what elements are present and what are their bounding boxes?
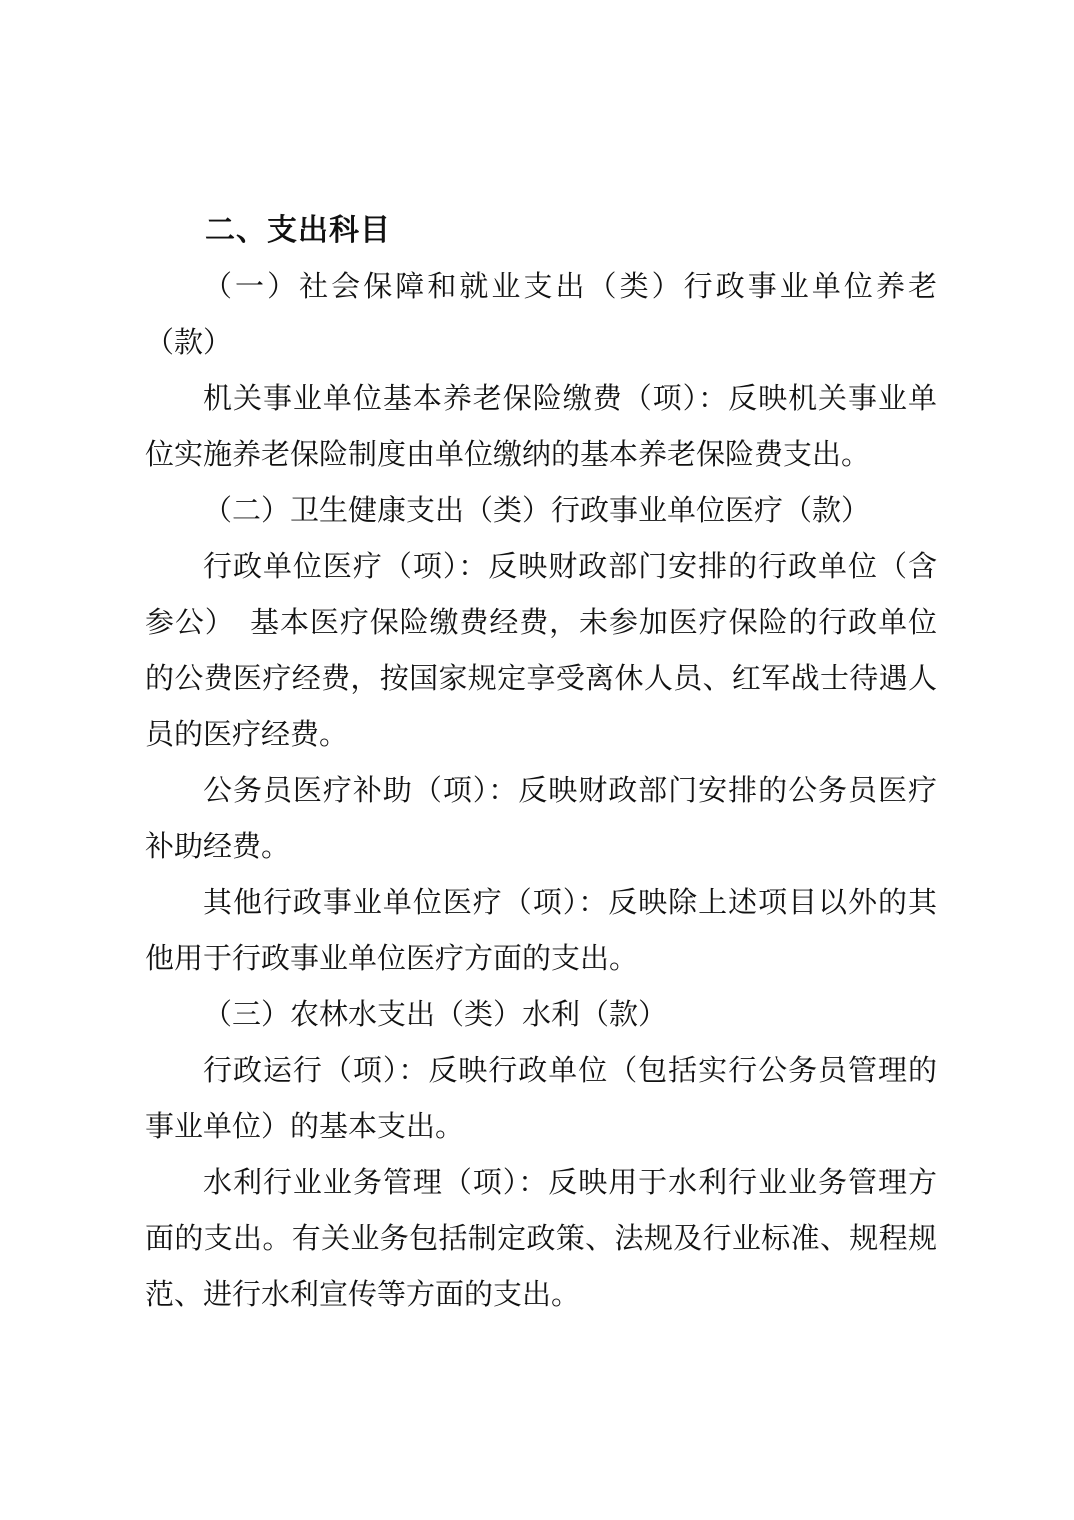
para-civil-servant-medical-subsidy: 公务员医疗补助（项）：反映财政部门安排的公务员医疗补助经费。 [145,775,937,863]
document-content [145,203,937,1323]
para-water-industry-management: 水利行业业务管理（项）：反映用于水利行业业务管理方面的支出。有关业务包括制定政策、法规及行业标准、规程规范、进行水利宣传等方面的支出。 [145,1167,937,1311]
section-heading-expenditure-subjects: 二、支出科目 [205,214,391,247]
para-admin-operation: 行政运行（项）：反映行政单位（包括实行公务员管理的事业单位）的基本支出。 [145,1055,937,1143]
para-pension-contribution: 机关事业单位基本养老保险缴费（项）：反映机关事业单位实施养老保险制度由单位缴纳的基本养老保险费支出。 [145,383,937,471]
category-health-heading: （二）卫生健康支出（类）行政事业单位医疗（款） [203,495,871,527]
category-social-security-heading: （一）社会保障和就业支出（类）行政事业单位养老（款） [145,271,937,359]
para-admin-unit-medical: 行政单位医疗（项）：反映财政部门安排的行政单位（含参公） 基本医疗保险缴费经费，未参加医疗保险的行政单位的公费医疗经费，按国家规定享受离休人员、红军战士待遇人员的医疗经费。 [145,551,937,751]
category-agriculture-water-heading: （三）农林水支出（类）水利（款） [203,999,668,1031]
para-other-admin-medical: 其他行政事业单位医疗（项）：反映除上述项目以外的其他用于行政事业单位医疗方面的支出。 [145,887,937,975]
